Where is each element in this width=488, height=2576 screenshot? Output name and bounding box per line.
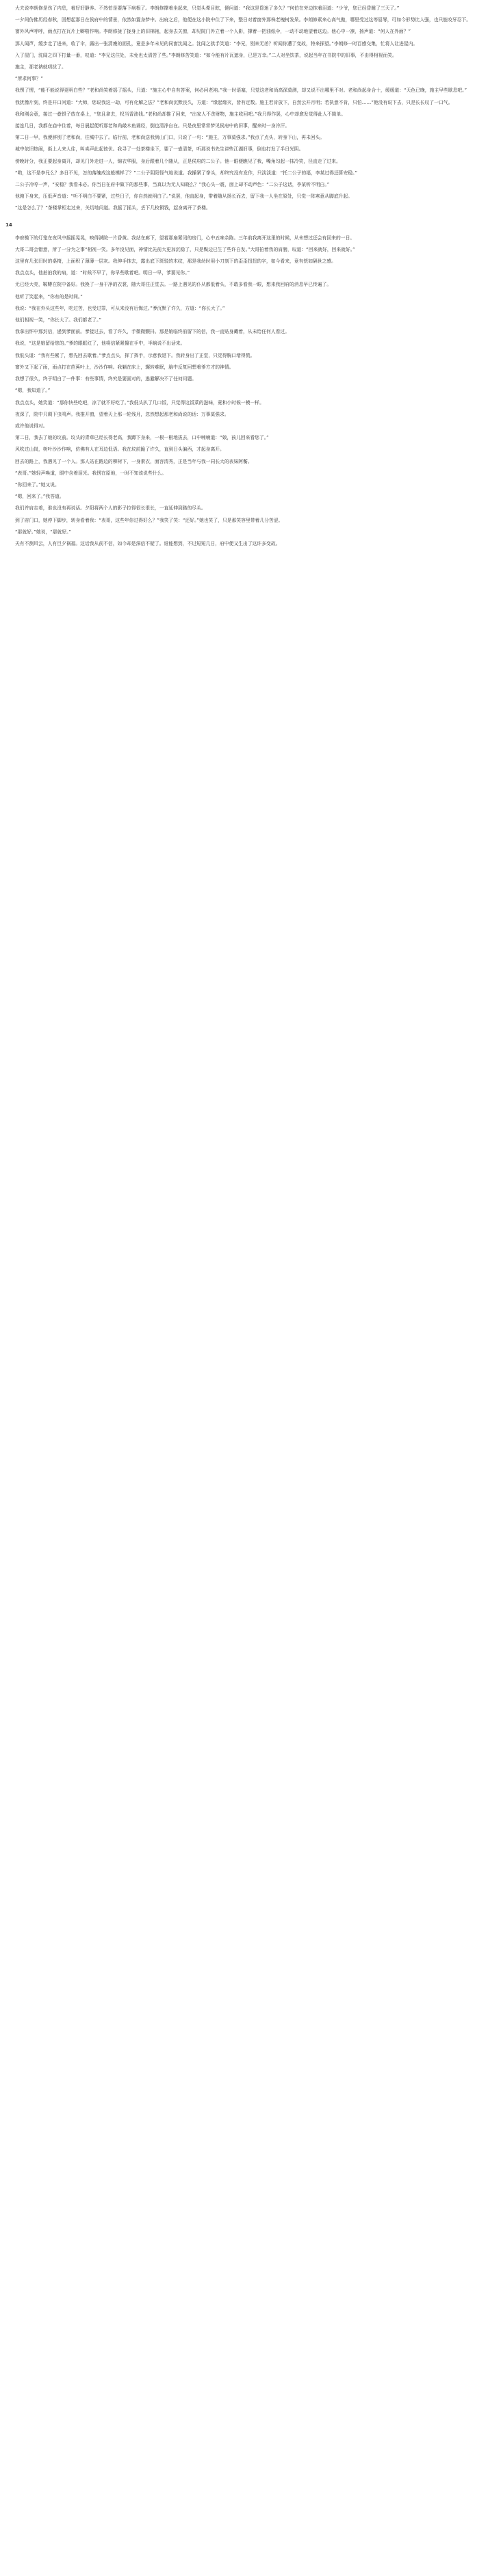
paragraph: 我愣了愣，“能不能说得更明白些？”老和尚笑着摇了摇头，只道：“施主心中自有答案，何必问老衲。”我一时语塞，只觉这老和尚高深莫测，却又说不出哪里不对。老和尚起身合十，缓缓道：“天色已晚，施主早些歇息吧。” — [15, 88, 467, 94]
paragraph: 傍晚时分，我正要起身离开，却见门外走进一人，锦衣华服，身后跟着几个随从，正是侯府的二公子。他一眼便瞧见了我，嘴角勾起一抹冷笑，径直走了过来。 — [15, 158, 341, 164]
paragraph: 我和刚会意，接过一叠银子放在桌上，“您且拿去，权当香油钱。”老和尚却推了回来，“出家人不贪财物，施主收回吧。”我只得作罢，心中却愈发觉得此人不简单。 — [15, 111, 346, 117]
paragraph: 到了府门口，她停下脚步，转身看着我：“表哥，这些年你过得好么？”我笑了笑：“还好。”她也笑了，只是那笑容里带着几分苦涩。 — [15, 517, 283, 523]
paragraph: 二公子冷哼一声，“安稳？我看未必。你当日在府中做下的那些事，当真以为无人知晓么？”我心头一震，面上却不动声色：“二公子这话，李某听不明白。” — [15, 182, 330, 188]
paragraph: 第二日，我去了娘的坟前。坟头的青草已经长得老高，我蹲下身来，一根一根地拔去，口中喃喃道：“娘，孩儿回来看您了。” — [15, 435, 269, 441]
paragraph: 入了屋门，沈闻之四下打量一番，叹道：“李兄这住处，未免也太清苦了些。”李朗修苦笑道：“如今能有片瓦遮身，已是万幸。”二人对坐饮茶，说起当年在书院中的旧事，不由得相视而笑。 — [15, 52, 397, 58]
paragraph: “所求何事？” — [15, 76, 44, 82]
paragraph: 或许他说得对。 — [15, 423, 48, 429]
paragraph: 我们并肩走着，谁也没有再说话。夕阳将两个人的影子拉得很长很长，一直延伸到路的尽头。 — [15, 505, 206, 512]
paragraph: 我点点头，他拍拍我的肩，道：“时候不早了，你早些歇着吧。明日一早，爹要见你。” — [15, 270, 190, 276]
paragraph: 他俯下身来，压低声音道：“听不明白不要紧，过些日子，你自然就明白了。”说罢，他直起身，带着随从扬长而去，留下我一人坐在原处，只觉一阵寒意从脚底升起。 — [15, 194, 353, 200]
paragraph: 我说：“我在外头这些年，吃过苦，也受过罪，可从来没有后悔过。”爹沉默了许久，方道：“你长大了。” — [15, 305, 225, 311]
paragraph: 李府檐下的灯笼在夜风中摇摇晃晃，映得满院一片昏黄。我站在廊下，望着那扇紧闭的房门，心中五味杂陈。三年前我离开这里的时候，从未想过还会有回来的一日。 — [15, 235, 355, 241]
paragraph: 大哥二哥会错意，所了一分为之事“相视一笑。多年没见面，神情比先前大更加沉稳了，只是鬓边已生了些许白发。”大哥拍着我的肩膀，叹道：“回来就好，回来就好。” — [15, 246, 355, 252]
paragraph: 回去的路上，我遇见了一个人。那人站在路边的柳树下，一身素衣，面容清秀，正是当年与我一同长大的表妹阿蘅。 — [15, 458, 253, 464]
paragraph: 我低头道：“我有些累了，想先回去歇着。”爹点点头，挥了挥手，示意我退下。我转身出了正堂，只觉得胸口堵得慌。 — [15, 352, 255, 358]
paragraph: 天有不测风云，人有旦夕祸福。这话我从前不信，如今却是深信不疑了。谁能想到，不过短短几日，府中便又生出了这许多变故。 — [15, 540, 281, 546]
paragraph: “表哥。”她轻声唤道，眼中含着泪光。我愣在原地，一时不知该说些什么。 — [15, 470, 167, 476]
paragraph: 无已经大亮，鞍鞯在院中备好。我换了一身干净的衣裳，随大哥往正堂去。一路上遇见的仆从都低着头，不敢多看我一眼，想来我回府的消息早已传遍了。 — [15, 282, 332, 288]
paragraph: “嗯，我知道了。” — [15, 388, 51, 394]
paragraph: 大夫说李朗修是伤了内息，着好好静养。不然怕是要落下病根了。李朗修撑着坐起来，只觉头晕目眩，便问道：“我这是昏迷了多久？”何伯在旁边抹着泪道：“少爷，您已经昏睡了三天了。” — [15, 5, 400, 11]
paragraph: 那人闻声，缓步走了进来，收了伞，露出一张清瘦的面孔，竟是多年未见的同窗沈闻之。沈闻之拱手笑道：“李兄，别来无恙？听闻你遭了变故，特来探望。”李朗修一时百感交集，忙将人让进屋内。 — [15, 40, 418, 47]
paragraph: 接连几日，我都在庙中住着，每日晨起便听那老和尚敲木鱼诵经，倒也清净自在。只是夜里常常梦见侯府中的旧事，醒来时一身冷汗。 — [15, 123, 290, 129]
chapter-number: 14 — [5, 222, 12, 228]
paragraph: “哟，这不是李兄么？多日不见，怎的落魄成这般模样了？”二公子阴阳怪气地说道。我攥紧了拳头，却终究没有发作，只淡淡道：“托二公子的福，李某过得还算安稳。” — [15, 170, 358, 176]
paragraph: 施主，那老衲就叨扰了。 — [15, 64, 66, 70]
paragraph: 城中依旧热闹，街上人来人往，叫卖声此起彼伏。我寻了一处茶楼坐下，要了一壶清茶，听那说书先生讲些江湖旧事，倒也打发了半日光阴。 — [15, 146, 304, 152]
paragraph: 风吹过山岗，树叶沙沙作响，仿佛有人在耳边低语。我在坟前跪了许久，直到日头偏西，才起身离开。 — [15, 447, 224, 453]
paragraph: “这是怎么了？”茶楼掌柜走过来，关切地问道。我摇了摇头，丢下几枚铜钱，起身离开了茶楼。 — [15, 205, 211, 211]
paragraph: 夜深了，院中只剩下虫鸣声。我推开窗，望着天上那一轮残月，忽然想起那老和尚说的话：万事莫强求。 — [15, 411, 229, 417]
paragraph: 他们相视一笑，“你长大了。我们都老了。” — [15, 317, 101, 323]
paragraph: 他听了笑起来，“你有的是时间。” — [15, 293, 83, 300]
paragraph: 一夕间仿佛历经春秋，回想起那日在侯府中的情景，依然如置身梦中。出府之后，他便在这小院中住了下来，整日对着窗外那株老槐树发呆。李朗修素来心高气傲，哪里受过这等屈辱，可如今形势比人强，也只能咬牙忍下。 — [15, 17, 472, 23]
paragraph: 我点点头，她笑道：“那你快些吃吧，凉了就不好吃了。”我低头扒了几口饭，只觉得这饭菜的滋味，竟和小时候一模一样。 — [15, 399, 264, 406]
paragraph: “你回来了。”她又说。 — [15, 481, 60, 488]
paragraph: 第二日一早，我便辞别了老和尚，往城中去了。临行前，老和尚送我到山门口，只说了一句：“施主，万事莫强求。”我点了点头，转身下山，再未回头。 — [15, 135, 325, 141]
paragraph: “那就好。”她说，“那就好。” — [15, 529, 72, 535]
paragraph: 我拿出怀中那封信，递到爹面前。爹接过去，看了许久，手微微颤抖。那是娘临终前留下的信，我一直贴身藏着，从未给任何人看过。 — [15, 329, 290, 335]
paragraph: 我想了很久，终于明白了一件事：有些事情，终究是要面对的，逃避解决不了任何问题。 — [15, 376, 197, 382]
paragraph: 我犹豫片刻，终是开口问道：“大师，您说我这一劫，可有化解之法？”老和尚沉默良久，方道：“缘起缘灭，皆有定数。施主若肯放下，自然云开月明；若执意不肯，只怕……”他没有说下去，只是长长叹了一口气。 — [15, 99, 453, 105]
paragraph: 窗外又下起了雨，雨点打在芭蕉叶上，沙沙作响。我躺在床上，辗转难眠，脑中反复回想着爹方才的神情。 — [15, 364, 234, 370]
paragraph: “嗯，回来了。”我答道。 — [15, 494, 64, 500]
paragraph: 窗外风声呼呼，雨点打在瓦片上噼啪作响。李朗修拢了拢身上的旧棉袍，起身去关窗，却见院门外立着一个人影，撑着一把油纸伞，一动不动地望着这边。他心中一凛，扬声道：“何人在外面？” — [15, 29, 411, 35]
paragraph: 这里有几张旧时的桌椅，上面积了薄薄一层灰。我伸手抹去，露出底下斑驳的木纹，那是我幼时用小刀刻下的歪歪扭扭的字，如今看来，竟有恍如隔世之感。 — [15, 258, 336, 265]
paragraph: 我说，“这是娘留给您的。”爹的眼眶红了，他将信紧紧攥在手中，半晌说不出话来。 — [15, 341, 185, 347]
